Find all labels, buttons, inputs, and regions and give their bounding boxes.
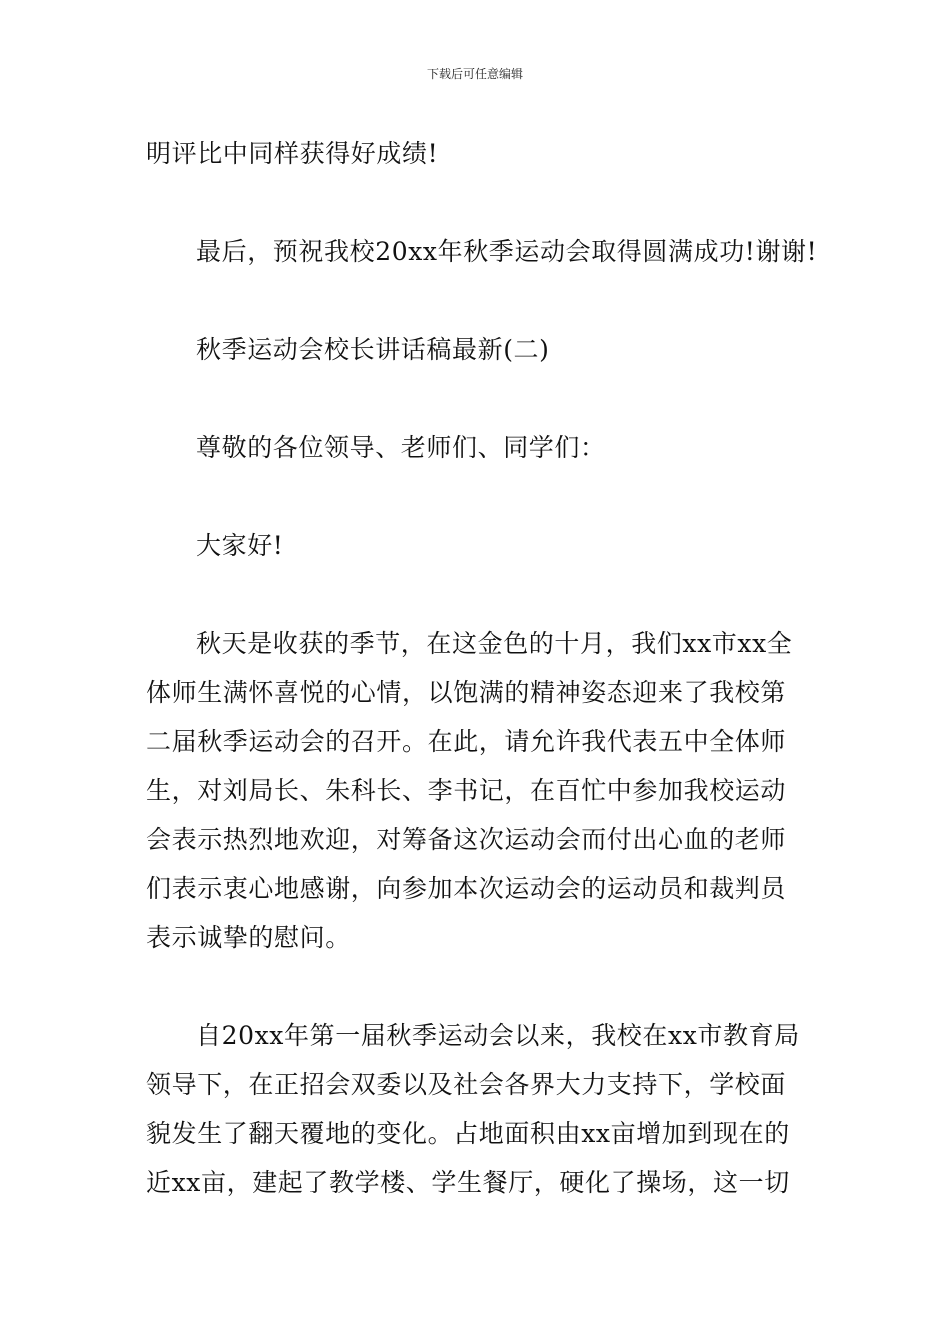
paragraph-greeting — [146, 521, 826, 570]
paragraph-line: 貌发生了翻天覆地的变化。占地面积由xx亩增加到现在的 — [146, 1119, 790, 1148]
paragraph-line: 秋季运动会校长讲话稿最新(二) — [196, 335, 550, 364]
paragraph-gap — [146, 178, 826, 227]
paragraph-line: 生，对刘局长、朱科长、李书记，在百忙中参加我校运动 — [146, 776, 787, 805]
paragraph-line: 们表示衷心地感谢，向参加本次运动会的运动员和裁判员 — [146, 874, 787, 903]
section-title — [146, 325, 826, 374]
page-header: 下载后可任意编辑 — [426, 67, 523, 81]
paragraph-line: 明评比中同样获得好成绩! — [146, 139, 439, 168]
paragraph-gap — [146, 570, 826, 619]
paragraph-closing-wish — [146, 227, 826, 276]
paragraph-gap — [146, 472, 826, 521]
paragraph-line: 表示诚挚的慰问。 — [146, 923, 351, 952]
paragraph-history — [146, 1011, 826, 1207]
paragraph-continuation — [146, 129, 826, 178]
paragraph-line: 自20xx年第一届秋季运动会以来，我校在xx市教育局 — [196, 1021, 800, 1050]
paragraph-gap — [146, 962, 826, 1011]
paragraph-salutation — [146, 423, 826, 472]
paragraph-opening — [146, 619, 826, 962]
paragraph-line: 大家好! — [196, 531, 284, 560]
paragraph-line: 会表示热烈地欢迎，对筹备这次运动会而付出心血的老师 — [146, 825, 787, 854]
paragraph-line: 近xx亩，建起了教学楼、学生餐厅，硬化了操场，这一切 — [146, 1168, 790, 1197]
paragraph-line: 尊敬的各位领导、老师们、同学们： — [196, 433, 606, 462]
paragraph-line: 二届秋季运动会的召开。在此，请允许我代表五中全体师 — [146, 727, 787, 756]
paragraph-line: 最后，预祝我校20xx年秋季运动会取得圆满成功!谢谢! — [196, 237, 818, 266]
paragraph-line: 体师生满怀喜悦的心情，以饱满的精神姿态迎来了我校第 — [146, 678, 787, 707]
paragraph-gap — [146, 374, 826, 423]
document-body — [146, 129, 826, 1207]
paragraph-line: 领导下，在正招会双委以及社会各界大力支持下，学校面 — [146, 1070, 787, 1099]
paragraph-line: 秋天是收获的季节，在这金色的十月，我们xx市xx全 — [196, 629, 793, 658]
paragraph-gap — [146, 276, 826, 325]
